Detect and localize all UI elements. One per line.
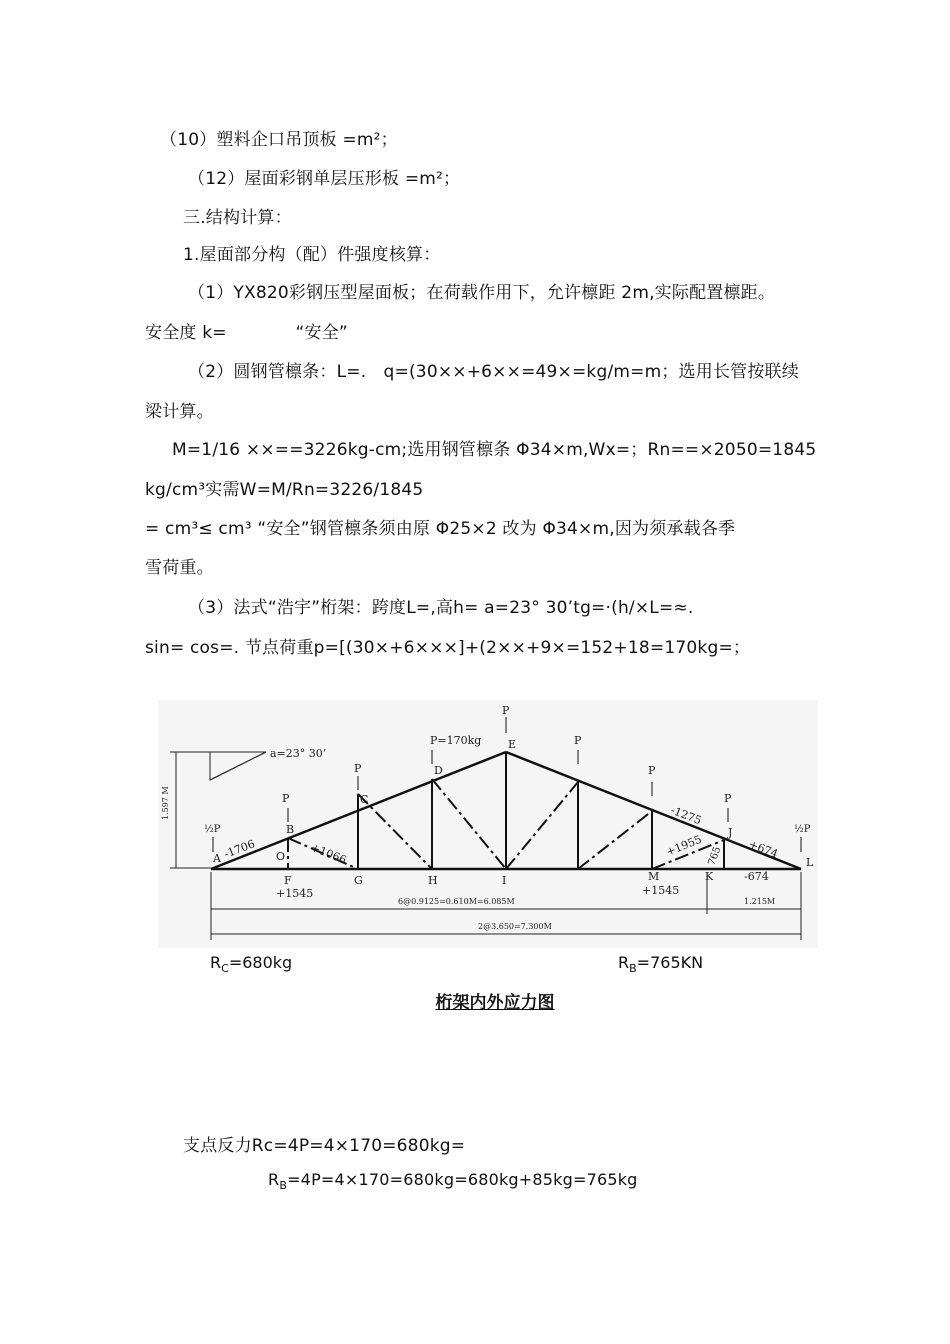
load-c: P — [354, 762, 362, 775]
paragraph-11: = cm³≤ cm³ “安全”钢管檩条须由原 Φ25×2 改为 Φ34×m,因为须承载各季 — [145, 519, 736, 539]
force-diag-right: +1955 — [664, 832, 704, 859]
section-heading: 三.结构计算： — [183, 208, 292, 228]
node-a: A — [213, 852, 221, 865]
paragraph-9: M=1/16 ××==3226kg-cm;选用钢管檩条 Φ34×m,Wx=；Rn==×2050=1845 — [172, 440, 817, 460]
paragraph-13: （3）法式“浩宇”桁架：跨度L=,高h= a=23° 30’tg=·(h/×L=≈. — [188, 598, 694, 618]
paragraph-15: 支点反力Rc=4P=4×170=680kg= — [183, 1136, 466, 1156]
force-o-g: +1066 — [308, 840, 349, 867]
half-load-left: ½P — [204, 824, 221, 835]
paragraph-1: （10）塑料企口吊顶板 =m²； — [160, 130, 398, 150]
reaction-c: $R_C=680kg$ — [210, 953, 293, 976]
node-h: H — [428, 874, 438, 887]
node-c: C — [360, 793, 369, 806]
dimension-end: 1.215M — [744, 897, 776, 906]
node-g: G — [354, 874, 363, 887]
node-f: F — [284, 874, 292, 887]
half-load-right: ½P — [794, 824, 811, 835]
paragraph-6: 安全度 k= “安全” — [145, 323, 348, 343]
force-vert-k: 765 — [706, 845, 724, 868]
force-m: +1545 — [642, 884, 680, 897]
paragraph-8: 梁计算。 — [145, 402, 214, 422]
subsection-heading: 1.屋面部分构（配）件强度核算： — [183, 245, 441, 265]
load-j: P — [724, 792, 732, 805]
force-f: +1545 — [276, 887, 314, 900]
node-o: O — [276, 850, 286, 863]
node-i: I — [502, 874, 507, 887]
force-j-l: +674 — [746, 837, 780, 861]
paragraph-16: $R_B=4P=4\times 170=680kg=680kg+85kg=765kg$ — [268, 1170, 638, 1193]
node-l: L — [806, 856, 814, 869]
paragraph-14: sin= cos=. 节点荷重p=[(30×+6×××]+(2××+9×=152+18=170kg=； — [145, 638, 751, 658]
load-f: P — [574, 734, 582, 747]
load-g: P — [648, 764, 656, 777]
paragraph-7: （2）圆钢管檩条：L=. q=(30××+6××=49×=kg/m=m；选用长管按联续 — [188, 362, 799, 382]
load-b: P — [282, 792, 290, 805]
dimension-panels: 6@0.9125=0.610M=6.085M — [398, 897, 515, 906]
load-e: P — [502, 704, 510, 717]
node-k: K — [705, 870, 714, 883]
node-j: J — [728, 826, 733, 839]
height-label: 1.597 M — [161, 786, 170, 820]
node-b: B — [286, 823, 295, 836]
paragraph-12: 雪荷重。 — [145, 558, 214, 578]
force-k-l: -674 — [744, 870, 769, 883]
node-d: D — [434, 764, 443, 777]
paragraph-5: （1）YX820彩钢压型屋面板；在荷载作用下，允许檩距 2m,实际配置檩距。 — [188, 283, 776, 303]
paragraph-10: kg/cm³实需W=M/Rn=3226/1845 — [145, 480, 424, 500]
dimension-span: 2@3.650=7.300M — [478, 922, 552, 931]
reaction-b: $R_B=765KN$ — [618, 953, 704, 976]
node-e: E — [508, 738, 517, 751]
paragraph-2: （12）屋面彩钢单层压形板 =m²； — [188, 169, 461, 189]
force-top-right: -1275 — [668, 803, 704, 828]
node-m: M — [648, 870, 660, 883]
figure-caption: 桁架内外应力图 — [435, 993, 555, 1013]
load-d: P=170kg — [430, 734, 482, 747]
angle-label: a=23° 30’ — [270, 747, 327, 760]
force-a-b: -1706 — [222, 837, 257, 861]
truss-stress-diagram — [158, 700, 818, 948]
